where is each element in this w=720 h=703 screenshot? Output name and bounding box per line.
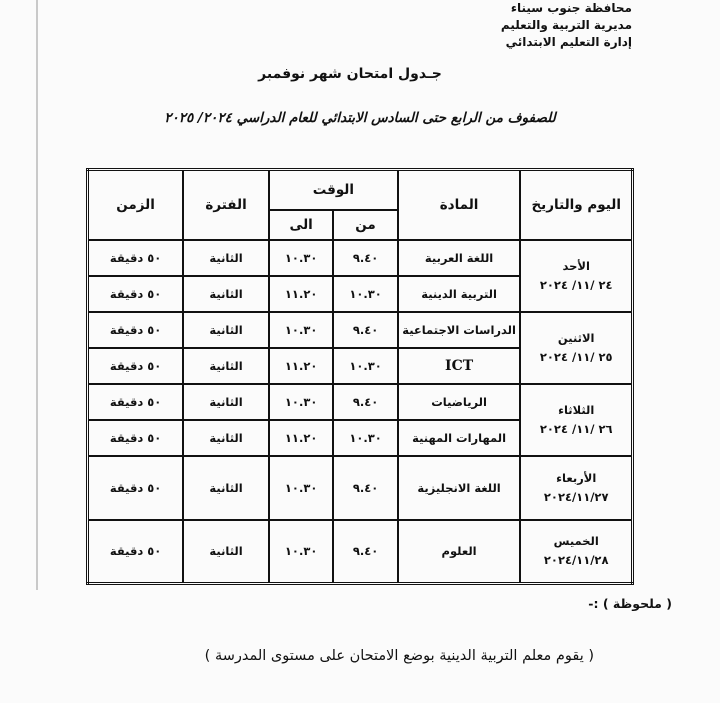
day-date: ٢٤ /١١/ ٢٠٢٤: [539, 277, 613, 292]
subject-cell: اللغة الانجليزية: [398, 456, 521, 520]
time-from-cell: ٩.٤٠: [333, 240, 397, 276]
duration-cell: ٥٠ دقيقة: [88, 348, 184, 384]
day-date: ٢٠٢٤/١١/٢٨: [543, 553, 609, 568]
exam-schedule-table: [86, 168, 634, 585]
table-header-row: [88, 170, 633, 210]
note-label: ( ملحوظة ) :-: [588, 596, 672, 611]
duration-cell: ٥٠ دقيقة: [88, 276, 184, 312]
header-time-from: من: [333, 210, 397, 240]
time-to-cell: ١٠.٣٠: [269, 520, 333, 584]
time-from-cell: ٩.٤٠: [333, 520, 397, 584]
subject-cell: اللغة العربية: [398, 240, 521, 276]
duration-cell: ٥٠ دقيقة: [88, 312, 184, 348]
day-name: الاثنين: [557, 330, 595, 345]
time-from-cell: ٩.٤٠: [333, 456, 397, 520]
period-cell: الثانية: [183, 348, 269, 384]
day-date: ٢٠٢٤/١١/٢٧: [543, 489, 609, 504]
header-duration: الزمن: [88, 170, 184, 240]
header-subject: المادة: [398, 170, 521, 240]
table-row: [88, 312, 633, 348]
time-to-cell: ١٠.٣٠: [269, 240, 333, 276]
header-time: الوقت: [269, 170, 398, 210]
governorate-line: محافظة جنوب سيناء: [510, 1, 632, 15]
time-to-cell: ١١.٢٠: [269, 420, 333, 456]
period-cell: الثانية: [183, 520, 269, 584]
scan-edge: [36, 0, 38, 590]
subject-cell: المهارات المهنية: [398, 420, 521, 456]
day-name: الأربعاء: [556, 470, 597, 485]
letterhead: [501, 0, 632, 51]
period-cell: الثانية: [183, 456, 269, 520]
duration-cell: ٥٠ دقيقة: [88, 520, 184, 584]
time-to-cell: ١٠.٣٠: [269, 312, 333, 348]
time-from-cell: ١٠.٣٠: [333, 276, 397, 312]
administration-line: إدارة التعليم الابتدائي: [505, 35, 632, 49]
day-date: ٢٦ /١١/ ٢٠٢٤: [539, 421, 613, 436]
subject-cell: الرياضيات: [398, 384, 521, 420]
table-row: [88, 384, 633, 420]
period-cell: الثانية: [183, 384, 269, 420]
time-from-cell: ٩.٤٠: [333, 384, 397, 420]
page-subtitle: للصفوف من الرابع حتى السادس الابتدائي للعام الدراسي ٢٠٢٤/ ٢٠٢٥: [164, 110, 556, 126]
table-row: [88, 520, 633, 584]
directorate-line: مديرية التربية والتعليم: [500, 18, 632, 32]
time-from-cell: ١٠.٣٠: [333, 348, 397, 384]
header-period: الفترة: [183, 170, 269, 240]
header-time-to: الى: [269, 210, 333, 240]
day-cell: [520, 384, 632, 456]
period-cell: الثانية: [183, 420, 269, 456]
time-to-cell: ١٠.٣٠: [269, 384, 333, 420]
time-from-cell: ١٠.٣٠: [333, 420, 397, 456]
day-name: الأحد: [562, 258, 590, 273]
day-cell: [520, 240, 632, 312]
duration-cell: ٥٠ دقيقة: [88, 420, 184, 456]
header-day-date: اليوم والتاريخ: [520, 170, 632, 240]
subject-cell: ICT: [398, 348, 521, 384]
duration-cell: ٥٠ دقيقة: [88, 456, 184, 520]
table-row: [88, 456, 633, 520]
time-to-cell: ١١.٢٠: [269, 348, 333, 384]
time-from-cell: ٩.٤٠: [333, 312, 397, 348]
duration-cell: ٥٠ دقيقة: [88, 240, 184, 276]
page-title: جـدول امتحان شهر نوفمبر: [258, 66, 442, 82]
day-cell: [520, 456, 632, 520]
subject-cell: العلوم: [398, 520, 521, 584]
table-row: [88, 240, 633, 276]
day-cell: [520, 520, 632, 584]
day-name: الثلاثاء: [558, 402, 595, 417]
period-cell: الثانية: [183, 240, 269, 276]
day-date: ٢٥ /١١/ ٢٠٢٤: [539, 349, 613, 364]
day-cell: [520, 312, 632, 384]
day-name: الخميس: [553, 534, 599, 549]
subject-cell: التربية الدينية: [398, 276, 521, 312]
time-to-cell: ١١.٢٠: [269, 276, 333, 312]
time-to-cell: ١٠.٣٠: [269, 456, 333, 520]
period-cell: الثانية: [183, 312, 269, 348]
subject-cell: الدراسات الاجتماعية: [398, 312, 521, 348]
duration-cell: ٥٠ دقيقة: [88, 384, 184, 420]
period-cell: الثانية: [183, 276, 269, 312]
note-text: ( يقوم معلم التربية الدينية بوضع الامتحان على مستوى المدرسة ): [204, 648, 594, 664]
